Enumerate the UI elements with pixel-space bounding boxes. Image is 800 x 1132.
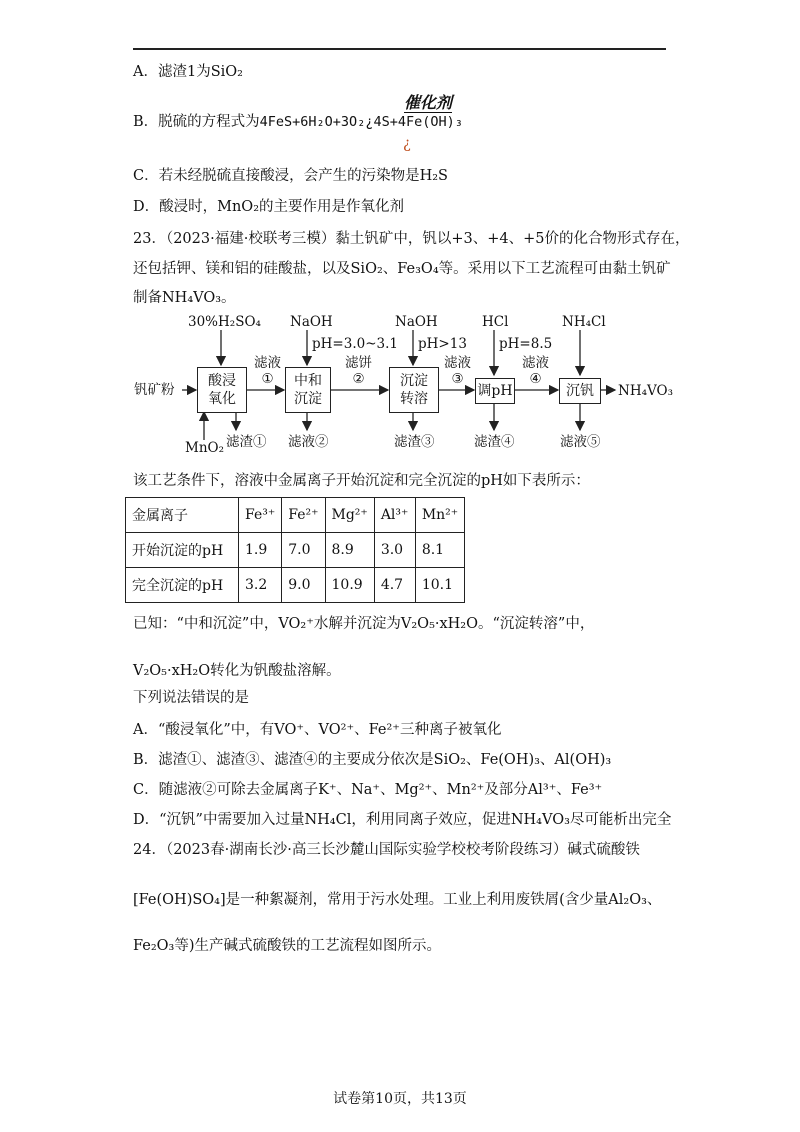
reagent-h2so4: 30%H₂SO₄: [188, 314, 261, 330]
reagent-nh4cl: NH₄Cl: [562, 314, 606, 330]
catalyst-label: 催化剂: [404, 93, 453, 112]
output-2: 滤液②: [288, 434, 329, 450]
option-b-prefix: B．脱硫的方程式为: [133, 114, 260, 130]
q23-option-a: A．“酸浸氧化”中，有VO⁺、VO²⁺、Fe²⁺三种离子被氧化: [133, 722, 502, 738]
table-cell: Mg²⁺: [325, 498, 374, 533]
table-cell: 3.2: [239, 568, 282, 603]
ph-label-3: pH=8.5: [499, 336, 553, 352]
reagent-mno2: MnO₂: [185, 440, 224, 456]
table-cell: 金属离子: [126, 498, 239, 533]
known-line2: V₂O₅·xH₂O转化为钒酸盐溶解。: [133, 663, 341, 679]
ph-label-2: pH>13: [418, 336, 467, 352]
q23-option-d: D．“沉钒”中需要加入过量NH₄Cl，利用同离子效应，促进NH₄VO₃尽可能析出完全: [133, 812, 672, 828]
reagent-hcl: HCl: [482, 314, 509, 330]
reagent-naoh-2: NaOH: [395, 314, 438, 330]
flow-input: 钒矿粉: [134, 382, 175, 398]
table-intro: 该工艺条件下，溶液中金属离子开始沉淀和完全沉淀的pH如下表所示：: [133, 473, 590, 489]
table-cell: 1.9: [239, 533, 282, 568]
q23-option-c: C．随滤液②可除去金属离子K⁺、Na⁺、Mg²⁺、Mn²⁺及部分Al³⁺、Fe³⁺: [133, 782, 603, 798]
ion-ph-table: [125, 497, 465, 603]
ph-label-1: pH=3.0~3.1: [312, 336, 398, 352]
option-c-prev: C．若未经脱硫直接酸浸，会产生的污染物是H₂S: [133, 168, 448, 184]
table-cell: 7.0: [282, 533, 325, 568]
transfer-4: 滤液 ④: [522, 355, 549, 387]
box-redissolve: 沉淀 转溶: [389, 367, 439, 413]
table-cell: 9.0: [282, 568, 325, 603]
q23-line2: 还包括钾、镁和铝的硅酸盐，以及SiO₂、Fe₃O₄等。采用以下工艺流程可由黏土钒矿: [133, 261, 671, 277]
option-d-prev: D．酸浸时，MnO₂的主要作用是作氧化剂: [133, 199, 405, 215]
table-cell: 8.1: [415, 533, 464, 568]
table-cell: 8.9: [325, 533, 374, 568]
q23-line1: 23．（2023·福建·校联考三模）黏土钒矿中，钒以+3、+4、+5价的化合物形式存在，: [133, 231, 690, 247]
box-precipitate-v: 沉钒: [559, 378, 601, 404]
box-acid-leach: 酸浸 氧化: [197, 367, 247, 413]
output-3: 滤渣③: [394, 434, 435, 450]
page-footer: 试卷第10页，共13页: [333, 1091, 467, 1107]
table-cell: Al³⁺: [374, 498, 415, 533]
output-1: 滤渣①: [226, 434, 267, 450]
table-row: [126, 533, 465, 568]
box-neutralize: 中和 沉淀: [285, 367, 331, 413]
table-cell: 4.7: [374, 568, 415, 603]
known-line1: 已知：“中和沉淀”中，VO₂⁺水解并沉淀为V₂O₅·xH₂O。“沉淀转溶”中，: [133, 616, 595, 632]
transfer-2: 滤饼 ②: [345, 355, 372, 387]
table-cell: 10.9: [325, 568, 374, 603]
output-5: 滤液⑤: [560, 434, 601, 450]
table-cell: Fe²⁺: [282, 498, 325, 533]
reagent-naoh-1: NaOH: [290, 314, 333, 330]
table-cell: 完全沉淀的pH: [126, 568, 239, 603]
table-cell: 3.0: [374, 533, 415, 568]
output-4: 滤渣④: [474, 434, 515, 450]
table-cell: Fe³⁺: [239, 498, 282, 533]
q24-line1: 24．（2023春·湖南长沙·高三长沙麓山国际实验学校校考阶段练习）碱式硫酸铁: [133, 842, 640, 858]
q23-ask: 下列说法错误的是: [133, 690, 249, 706]
option-b-equation: 4FeS+6H₂O+3O₂¿4S+4Fe(OH)₃: [259, 114, 463, 130]
q24-line2: [Fe(OH)SO₄]是一种絮凝剂，常用于污水处理。工业上利用废铁屑(含少量Al₂O₃、: [133, 892, 662, 908]
q23-option-b: B．滤渣①、滤渣③、滤渣④的主要成分依次是SiO₂、Fe(OH)₃、Al(OH)₃: [133, 752, 612, 768]
transfer-3: 滤液 ③: [444, 355, 471, 387]
flow-product: NH₄VO₃: [618, 383, 673, 399]
q23-line3: 制备NH₄VO₃。: [133, 290, 236, 306]
equation-qmark: ¿: [403, 136, 411, 152]
table-header-row: [126, 498, 465, 533]
table-cell: 10.1: [415, 568, 464, 603]
option-a-prev: A．滤渣1为SiO₂: [133, 64, 243, 80]
transfer-1: 滤液 ①: [254, 355, 281, 387]
table-row: [126, 568, 465, 603]
box-adjust-ph: 调pH: [475, 378, 515, 404]
table-cell: Mn²⁺: [415, 498, 464, 533]
q24-line3: Fe₂O₃等)生产碱式硫酸铁的工艺流程如图所示。: [133, 938, 442, 954]
table-cell: 开始沉淀的pH: [126, 533, 239, 568]
